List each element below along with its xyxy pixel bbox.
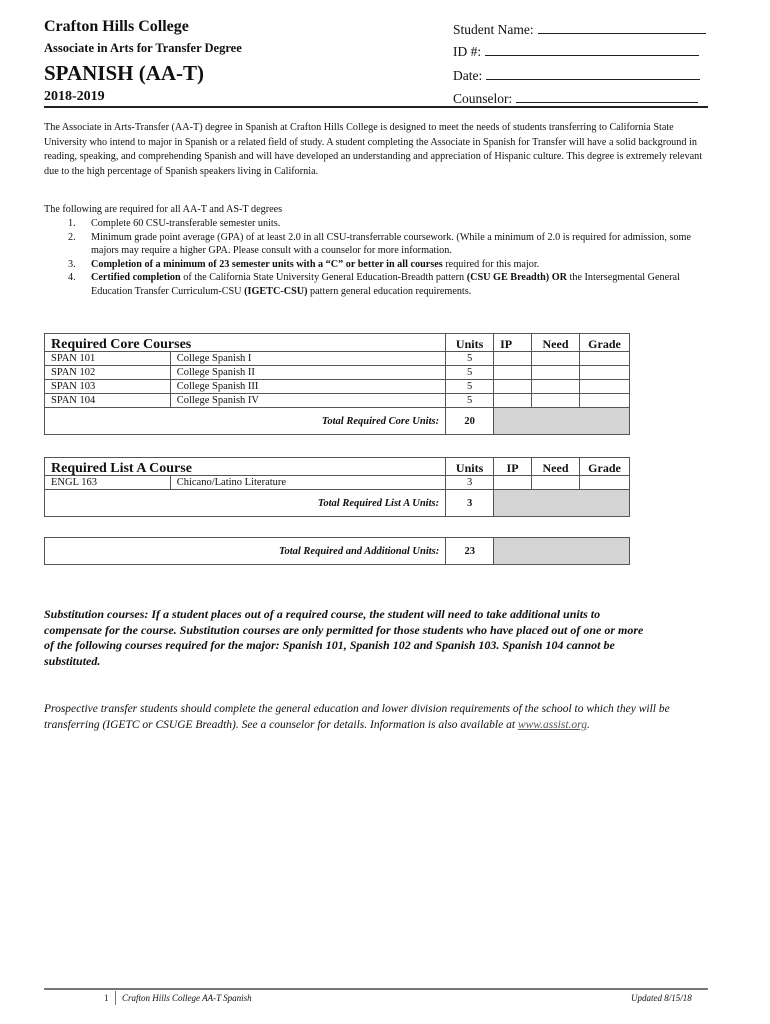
total-units: 20: [446, 408, 494, 435]
program-description: The Associate in Arts-Transfer (AA-T) degree in Spanish at Crafton Hills College is designed to meet the needs of students transferring to California State University who intend to major in Spanish or a related field of study. A student completing the Associate in Spanish for Transfer will have a solid background in reading, speaking, and comprehending Spanish and will have developed an understanding and appreciation of Hispanic culture. This degree is extremely relevant due to the high percentage of Spanish speakers living in California.: [44, 122, 703, 177]
total-row: [45, 490, 630, 517]
total-label: Total Required List A Units:: [45, 490, 446, 517]
assist-link[interactable]: www.assist.org: [517, 718, 587, 731]
course-code: SPAN 101: [45, 352, 171, 366]
total-units: 3: [446, 490, 494, 517]
course-units: 5: [446, 352, 494, 366]
need-cell[interactable]: [532, 352, 580, 366]
need-cell[interactable]: [532, 394, 580, 408]
course-code: SPAN 102: [45, 366, 171, 380]
table-row: [45, 380, 630, 394]
ip-cell[interactable]: [494, 352, 532, 366]
course-code: SPAN 104: [45, 394, 171, 408]
total-label: Total Required Core Units:: [45, 408, 446, 435]
table-header: [45, 458, 630, 476]
grade-cell[interactable]: [579, 476, 629, 490]
core-courses-table: [44, 333, 630, 435]
grade-cell[interactable]: [579, 366, 629, 380]
table-row: [45, 352, 630, 366]
table-header: [45, 334, 630, 352]
grand-total-label: Total Required and Additional Units:: [45, 538, 446, 565]
program-title: SPANISH (AA-T): [44, 61, 205, 85]
header-divider: [44, 106, 708, 108]
need-header: Need: [532, 334, 580, 352]
field-label: ID #:: [453, 44, 482, 59]
total-row: [45, 538, 630, 565]
field-blank[interactable]: [516, 90, 698, 103]
total-row: [45, 408, 630, 435]
table-title: Required List A Course: [45, 458, 446, 476]
ip-header: IP: [494, 458, 532, 476]
field-blank[interactable]: [538, 21, 706, 34]
course-units: 3: [446, 476, 494, 490]
grade-header: Grade: [579, 458, 629, 476]
footer-separator: [115, 991, 116, 1005]
grade-cell[interactable]: [579, 394, 629, 408]
requirements-heading: The following are required for all AA-T and AS-T degrees: [44, 204, 283, 215]
page-number: 1: [104, 993, 109, 1003]
updated-date: Updated 8/15/18: [631, 993, 692, 1003]
course-units: 5: [446, 366, 494, 380]
course-units: 5: [446, 380, 494, 394]
field-label: Student Name:: [453, 22, 534, 37]
need-header: Need: [532, 458, 580, 476]
table-row: [45, 476, 630, 490]
ip-cell[interactable]: [494, 380, 532, 394]
table-row: [45, 394, 630, 408]
degree-type: Associate in Arts for Transfer Degree: [44, 41, 242, 55]
grand-total-table: [44, 537, 630, 565]
course-code: SPAN 103: [45, 380, 171, 394]
table-row: [45, 366, 630, 380]
grade-header: Grade: [579, 334, 629, 352]
list-item: 3. Completion of a minimum of 23 semester units with a “C” or better in all courses required for this major.: [68, 258, 540, 270]
field-blank[interactable]: [486, 67, 700, 80]
date-field[interactable]: [453, 67, 700, 84]
need-cell[interactable]: [532, 366, 580, 380]
units-header: Units: [446, 334, 494, 352]
course-name: Chicano/Latino Literature: [170, 476, 445, 490]
need-cell[interactable]: [532, 476, 580, 490]
ip-header: IP: [494, 334, 532, 352]
prospective-note: Prospective transfer students should complete the general education and lower division requirements of the school to which they will be transferring (IGETC or CSUGE Breadth). See a counselor for details. Information is also available at www.assist.org.: [44, 703, 670, 731]
course-units: 5: [446, 394, 494, 408]
shaded-cell: [494, 490, 630, 517]
grand-total-units: 23: [446, 538, 494, 565]
id-field[interactable]: [453, 43, 699, 60]
course-name: College Spanish I: [170, 352, 445, 366]
shaded-cell: [494, 538, 630, 565]
college-name: Crafton Hills College: [44, 18, 189, 35]
catalog-year: 2018-2019: [44, 89, 105, 104]
ip-cell[interactable]: [494, 476, 532, 490]
course-name: College Spanish III: [170, 380, 445, 394]
substitution-note: Substitution courses: If a student places out of a required course, the student will need to take additional units to compensate for the course. Substitution courses are only permitted for those students who have placed out of one or more of the following courses required for the major: Spanish 101, Spanish 102 and Spanish 103. Spanish 104 cannot be substituted.: [44, 607, 644, 668]
course-code: ENGL 163: [45, 476, 171, 490]
requirements-list: [44, 217, 712, 298]
list-item: 4. Certified completion of the California State University General Education-Breadth pattern (CSU GE Breadth) OR the Intersegmental General Education Transfer Curriculum-CSU (IGETC-CSU) pattern general education requirements.: [68, 272, 680, 297]
field-blank[interactable]: [485, 43, 699, 56]
list-a-table: [44, 457, 630, 517]
footer-divider: [44, 988, 708, 990]
counselor-field[interactable]: [453, 90, 698, 107]
need-cell[interactable]: [532, 380, 580, 394]
grade-cell[interactable]: [579, 352, 629, 366]
units-header: Units: [446, 458, 494, 476]
table-title: Required Core Courses: [45, 334, 446, 352]
ip-cell[interactable]: [494, 394, 532, 408]
shaded-cell: [494, 408, 630, 435]
footer-title: Crafton Hills College AA-T Spanish: [122, 993, 252, 1003]
course-name: College Spanish II: [170, 366, 445, 380]
field-label: Counselor:: [453, 91, 513, 106]
ip-cell[interactable]: [494, 366, 532, 380]
student-name-field[interactable]: [453, 21, 706, 38]
grade-cell[interactable]: [579, 380, 629, 394]
field-label: Date:: [453, 68, 483, 83]
list-item: 2. Minimum grade point average (GPA) of at least 2.0 in all CSU-transferrable coursework. (While a minimum of 2.0 is required for admission, some majors may require a higher GPA. Please consult with a counselor for more information.: [68, 231, 691, 256]
course-name: College Spanish IV: [170, 394, 445, 408]
list-item: 1. Complete 60 CSU-transferable semester units.: [68, 218, 281, 229]
